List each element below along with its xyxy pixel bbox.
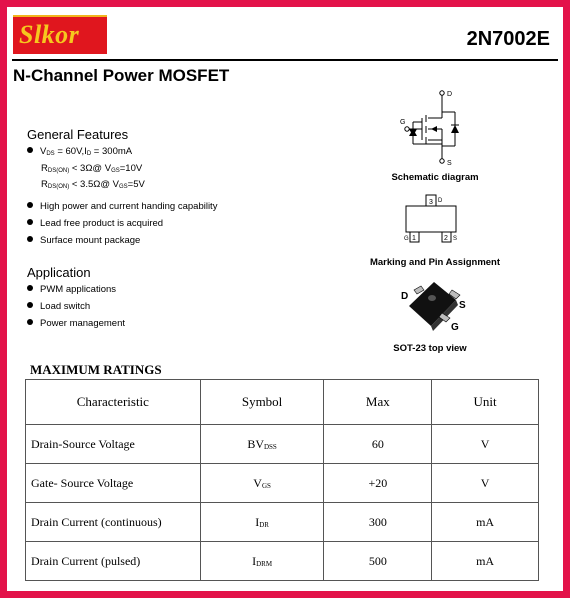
cell-unit: mA	[432, 503, 539, 542]
cell-unit: V	[432, 464, 539, 503]
cell-max: 300	[324, 503, 432, 542]
bullet-icon	[27, 147, 33, 153]
table-row	[26, 464, 539, 503]
cell-max: +20	[324, 464, 432, 503]
table-row	[26, 425, 539, 464]
col-max: Max	[324, 380, 432, 425]
pin2-number: 2	[444, 235, 448, 242]
cell-unit: V	[432, 425, 539, 464]
slkor-logo	[13, 15, 107, 54]
package-caption: SOT-23 top view	[393, 343, 467, 354]
application-item: PWM applications	[27, 284, 116, 295]
schematic-caption: Schematic diagram	[391, 172, 479, 183]
pin2-label: S	[453, 236, 458, 242]
application-item: Load switch	[27, 301, 90, 312]
col-symbol: Symbol	[200, 380, 324, 425]
bullet-icon	[27, 319, 33, 325]
application-item: Power management	[27, 318, 125, 329]
pin3-label: D	[438, 198, 443, 204]
bullet-icon	[27, 302, 33, 308]
marking-pin-diagram	[400, 192, 464, 250]
feature-item: Surface mount package	[27, 235, 140, 246]
bullet-icon	[27, 285, 33, 291]
ratings-table	[25, 379, 539, 581]
cell-symbol: IDR	[200, 503, 324, 542]
page-title: N-Channel Power MOSFET	[13, 66, 230, 85]
application-heading: Application	[27, 265, 91, 280]
cell-unit: mA	[432, 542, 539, 581]
drain-label: D	[447, 91, 453, 98]
marking-caption: Marking and Pin Assignment	[369, 257, 501, 268]
bullet-icon	[27, 236, 33, 242]
feature-item: Lead free product is acquired	[27, 218, 163, 229]
ratings-heading: MAXIMUM RATINGS	[30, 362, 162, 377]
pkg-drain-label: D	[401, 291, 409, 302]
bullet-icon	[27, 202, 33, 208]
cell-characteristic: Gate- Source Voltage	[26, 464, 201, 503]
mosfet-schematic-diagram	[400, 88, 466, 168]
pkg-source-label: S	[459, 300, 466, 311]
part-number: 2N7002E	[466, 28, 550, 50]
feature-spec-vds: $V_{DS} = 60V,I_D = 300mA$	[27, 146, 132, 157]
feature-item: High power and current handing capability	[27, 201, 217, 212]
feature-spec-rds-10v: $R_{DS(ON)}$ < 3Ω@ $V_{GS}=10V$	[41, 163, 143, 174]
cell-max: 60	[324, 425, 432, 464]
pin1-label: G	[404, 236, 409, 242]
pin3-number: 3	[429, 199, 433, 206]
cell-characteristic: Drain Current (pulsed)	[26, 542, 201, 581]
cell-symbol: IDRM	[200, 542, 324, 581]
table-row	[26, 542, 539, 581]
table-header-row	[26, 380, 539, 425]
col-unit: Unit	[432, 380, 539, 425]
cell-characteristic: Drain Current (continuous)	[26, 503, 201, 542]
cell-characteristic: Drain-Source Voltage	[26, 425, 201, 464]
cell-symbol: BVDSS	[200, 425, 324, 464]
sot23-package-diagram	[396, 276, 472, 334]
features-heading: General Features	[27, 127, 129, 142]
table-row	[26, 503, 539, 542]
gate-label: G	[400, 119, 406, 126]
logo-text: Slkor	[19, 20, 80, 49]
feature-spec-rds-5v: $R_{DS(ON)}$ < 3.5Ω@ $V_{GS}=5V$	[41, 179, 145, 190]
col-characteristic: Characteristic	[26, 380, 201, 425]
cell-max: 500	[324, 542, 432, 581]
pin1-number: 1	[412, 235, 416, 242]
bullet-icon	[27, 219, 33, 225]
source-label: S	[447, 160, 452, 167]
cell-symbol: VGS	[200, 464, 324, 503]
pkg-gate-label: G	[451, 322, 459, 333]
header-rule	[12, 59, 558, 61]
